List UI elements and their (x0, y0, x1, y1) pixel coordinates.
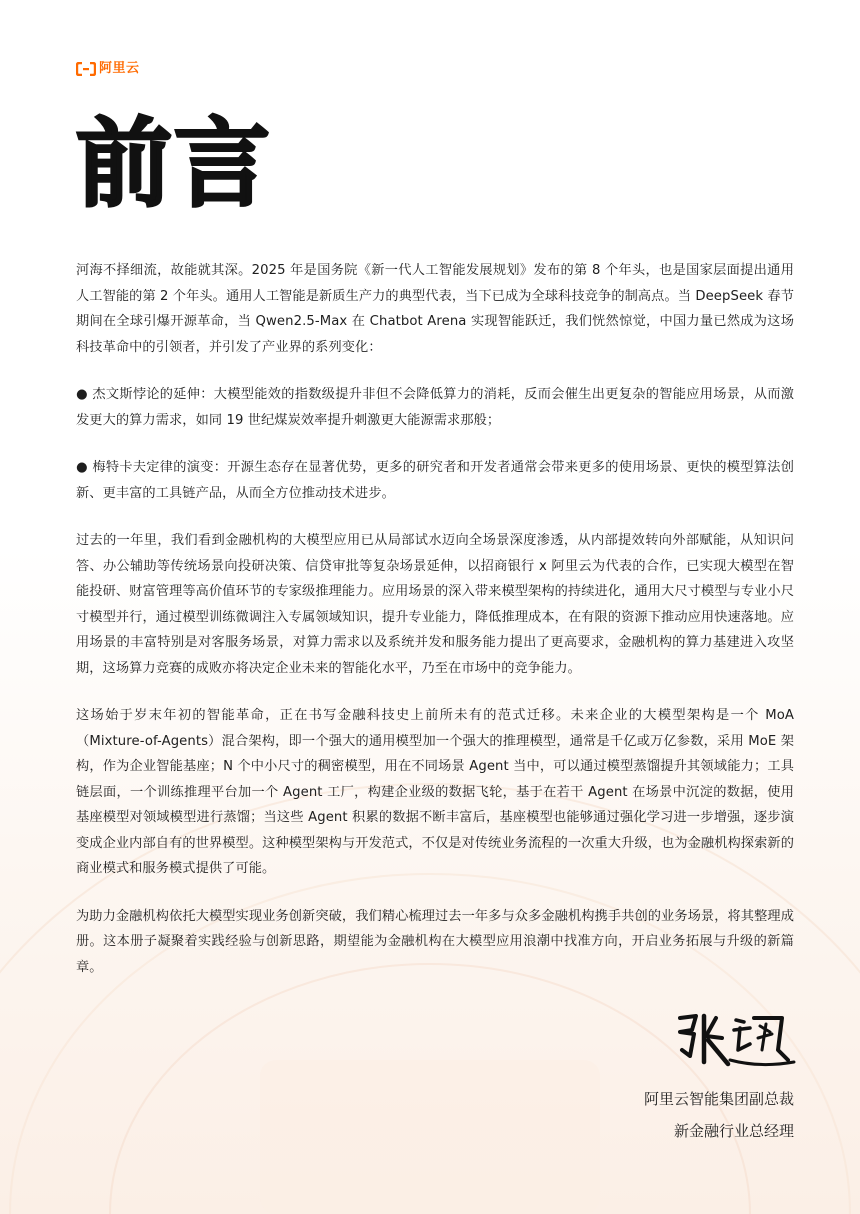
signatory-role: 新金融行业总经理 (673, 1122, 794, 1140)
paragraph-closing: 为助力金融机构依托大模型实现业务创新突破，我们精心梳理过去一年多与众多金融机构携手共创的业务场景，将其整理成册。这本册子凝聚着实践经验与创新思路，期望能为金融机构在大模型应用浪潮中找准方向，开启业务拓展与升级的新篇章。 (76, 908, 794, 975)
paragraph-past-year: 过去的一年里，我们看到金融机构的大模型应用已从局部试水迈向全场景深度渗透，从内部提效转向外部赋能，从知识问答、办公辅助等传统场景向投研决策、信贷审批等复杂场景延伸，以招商银行 x 阿里云为代表的合作，已实现大模型在智能投研、财富管理等高价值环节的专家级推理能力。应用场景的深入带来模型架构的持续进化，通用大尺寸模型与专业小尺寸模型并行，通过模型训练微调注入专属领域知识，提升专业能力，降低推理成本，在有限的资源下推动应用快速落地。应用场景的丰富特别是对客服务场景，对算力需求以及系统并发和服务能力提出了更高要求，金融机构的算力基建进入攻坚期，这场算力竞赛的成败亦将决定企业未来的智能化水平，乃至在市场中的竞争能力。 (76, 533, 794, 676)
brand-name: 阿里云 (99, 61, 140, 76)
alibaba-cloud-logo-icon (76, 62, 96, 76)
brand-logo (76, 60, 140, 78)
paragraph-intro: 河海不择细流，故能就其深。2025 年是国务院《新一代人工智能发展规划》发布的第 8 个年头，也是国家层面提出通用人工智能的第 2 个年头。通用人工智能是新质生产力的典型代表，当下已成为全球科技竞争的制高点。当 DeepSeek 春节期间在全球引爆开源革命，当 Qwen2.5-Max 在 Chatbot Arena 实现智能跃迁，我们恍然惊觉，中国力量已然成为这场科技革命中的引领者，并引发了产业界的系列变化： (76, 263, 794, 355)
preface-body (76, 258, 794, 1002)
paragraph-bullet-metcalfe: ● 梅特卡夫定律的演变：开源生态存在显著优势，更多的研究者和开发者通常会带来更多的使用场景、更快的模型算法创新、更丰富的工具链产品，从而全方位推动技术进步。 (76, 460, 794, 501)
paragraph-bullet-jevons: ● 杰文斯悖论的延伸：大模型能效的指数级提升非但不会降低算力的消耗，反而会催生出更复杂的智能应用场景，从而激发更大的算力需求，如同 19 世纪煤炭效率提升刺激更大能源需求那般； (76, 387, 794, 428)
paragraph-revolution: 这场始于岁末年初的智能革命，正在书写金融科技史上前所未有的范式迁移。未来企业的大模型架构是一个 MoA（Mixture-of-Agents）混合架构，即一个强大的通用模型加一个强大的推理模型，通常是千亿或万亿参数，采用 MoE 架构，作为企业智能基座；N 个中小尺寸的稠密模型，用在不同场景 Agent 当中，可以通过模型蒸馏提升其领域能力；工具链层面，一个训练推理平台加一个 Agent 工厂，构建企业级的数据飞轮，基于在若干 Agent 在场景中沉淀的数据，使用基座模型对领域模型进行蒸馏；当这些 Agent 积累的数据不断丰富后，基座模型也能够通过强化学习进一步增强，逐步演变成企业内部自有的世界模型。这种模型架构与开发范式，不仅是对传统业务流程的一次重大升级，也为金融机构探索新的商业模式和服务模式提供了可能。 (76, 708, 794, 876)
page-title: 前言 (76, 108, 272, 220)
signatory-title: 阿里云智能集团副总裁 (643, 1090, 794, 1108)
handwritten-signature (670, 1010, 800, 1072)
